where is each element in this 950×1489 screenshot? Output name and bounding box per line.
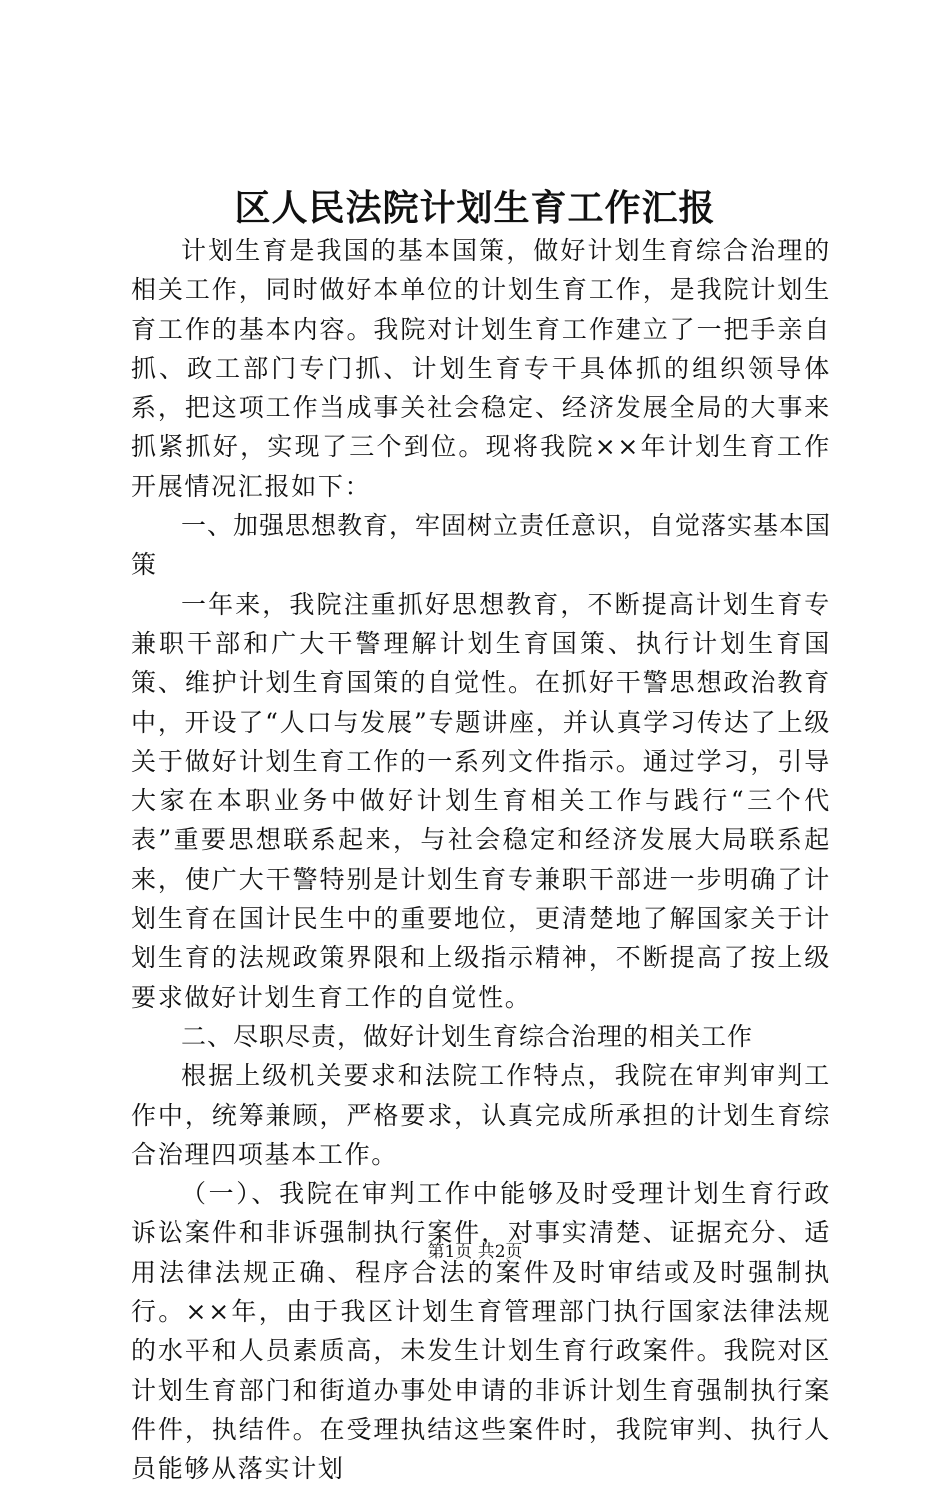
paragraph-subsection-1: （一）、我院在审判工作中能够及时受理计划生育行政诉讼案件和非诉强制执行案件，对事实清楚、证据充分、适用法律法规正确、程序合法的案件及时审结或及时强制执行。××年，由于我区计划生育管理部门执行国家法律法规的水平和人员素质高，未发生计划生育行政案件。我院对区计划生育部门和街道办事处申请的非诉计划生育强制执行案件件，执结件。在受理执结这些案件时，我院审判、执行人员能够从落实计划 xyxy=(131,1179,831,1484)
paragraph-intro: 计划生育是我国的基本国策，做好计划生育综合治理的相关工作，同时做好本单位的计划生育工作，是我院计划生育工作的基本内容。我院对计划生育工作建立了一把手亲自抓、政工部门专门抓、计划生育专干具体抓的组织领导体系，把这项工作当成事关社会稳定、经济发展全局的大事来抓紧抓好，实现了三个到位。现将我院××年计划生育工作开展情况汇报如下： xyxy=(131,236,831,501)
document-title: 区人民法院计划生育工作汇报 xyxy=(234,187,716,229)
section-heading-1: 一、加强思想教育，牢固树立责任意识，自觉落实基本国策 xyxy=(131,511,832,580)
document-body xyxy=(131,231,831,1489)
page-footer: 第1页 共2页 xyxy=(427,1242,523,1262)
section-heading-2: 二、尽职尽责，做好计划生育综合治理的相关工作 xyxy=(181,1021,754,1051)
paragraph-section-2: 根据上级机关要求和法院工作特点，我院在审判审判工作中，统筹兼顾，严格要求，认真完成所承担的计划生育综合治理四项基本工作。 xyxy=(131,1061,831,1169)
paragraph-section-1: 一年来，我院注重抓好思想教育，不断提高计划生育专兼职干部和广大干警理解计划生育国策、执行计划生育国策、维护计划生育国策的自觉性。在抓好干警思想政治教育中，开设了“人口与发展”专题讲座，并认真学习传达了上级关于做好计划生育工作的一系列文件指示。通过学习，引导大家在本职业务中做好计划生育相关工作与践行“三个代表”重要思想联系起来，与社会稳定和经济发展大局联系起来，使广大干警特别是计划生育专兼职干部进一步明确了计划生育在国计民生中的重要地位，更清楚地了解国家关于计划生育的法规政策界限和上级指示精神，不断提高了按上级要求做好计划生育工作的自觉性。 xyxy=(131,589,831,1012)
